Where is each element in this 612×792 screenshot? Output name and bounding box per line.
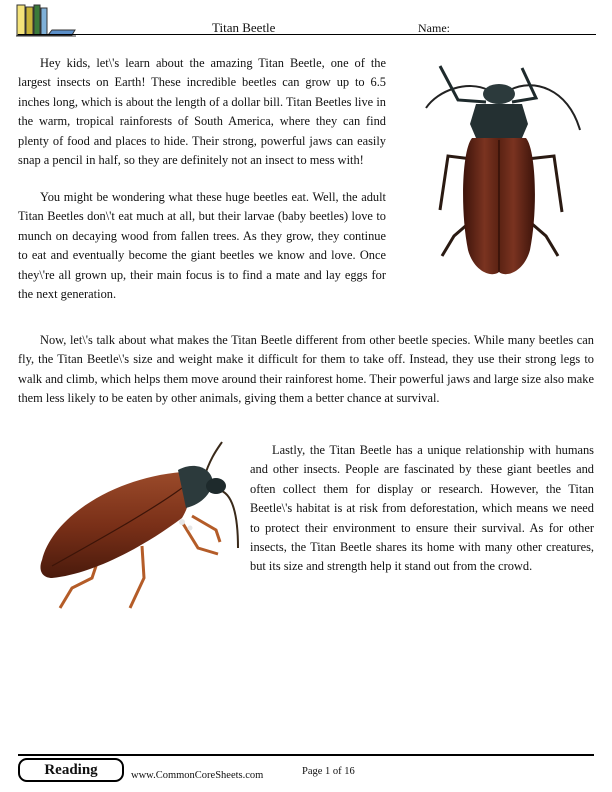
titan-beetle-side-view-image: [32, 438, 254, 614]
page-title: Titan Beetle: [212, 20, 276, 35]
name-label: Name:: [418, 21, 450, 35]
subject-tab: Reading: [18, 758, 124, 782]
paragraph-3: Now, let\'s talk about what makes the Titan Beetle different from other beetle species. While many beetles can fly, the Titan Beetle\'s size and weight make it difficult for them to take off. Instead, they use their strong legs to walk and climb, which helps them move around their rainforest home. Their powerful jaws and large size also make them less likely to be eaten by other animals, giving them a better chance at survival.: [18, 333, 594, 406]
header-rule: [18, 34, 596, 35]
paragraph-4: Lastly, the Titan Beetle has a unique relationship with humans and other insects. People are fascinated by these giant beetles and often collect them for display or research. However, the Titan Beetle\'s habitat is at risk from deforestation, which means we need to protect their environment to ensure their survival. As for other insects, the Titan Beetle shares its home with many other creatures, but its size and strength help it stand out from the crowd.: [250, 443, 594, 574]
paragraph-1: Hey kids, let\'s learn about the amazing Titan Beetle, one of the largest insects on Earth! These incredible beetles can grow up to 6.5 inches long, which is about the length of a dollar bill. Titan Beetles live in the warm, tropical rainforests of South America, where they can find plenty of food and places to hide. Their strong, powerful jaws can easily snap a pencil in half, so they are definitely not an insect to mess with!: [18, 56, 386, 168]
books-icon: [16, 4, 76, 38]
website-link[interactable]: www.CommonCoreSheets.com: [131, 770, 264, 781]
paragraph-2: You might be wondering what these huge beetles eat. Well, the adult Titan Beetles don\'t eat much at all, but their larvae (baby beetles) love to munch on decaying wood from fallen trees. As they grow, they continue to eat and eventually become the giant beetles we know and love. Once they\'re all grown up, their main focus is to find a mate and lay eggs for the next generation.: [18, 190, 386, 302]
footer-rule: [18, 754, 594, 756]
page-number: Page 1 of 16: [302, 766, 355, 777]
titan-beetle-top-view-image: [418, 60, 584, 282]
